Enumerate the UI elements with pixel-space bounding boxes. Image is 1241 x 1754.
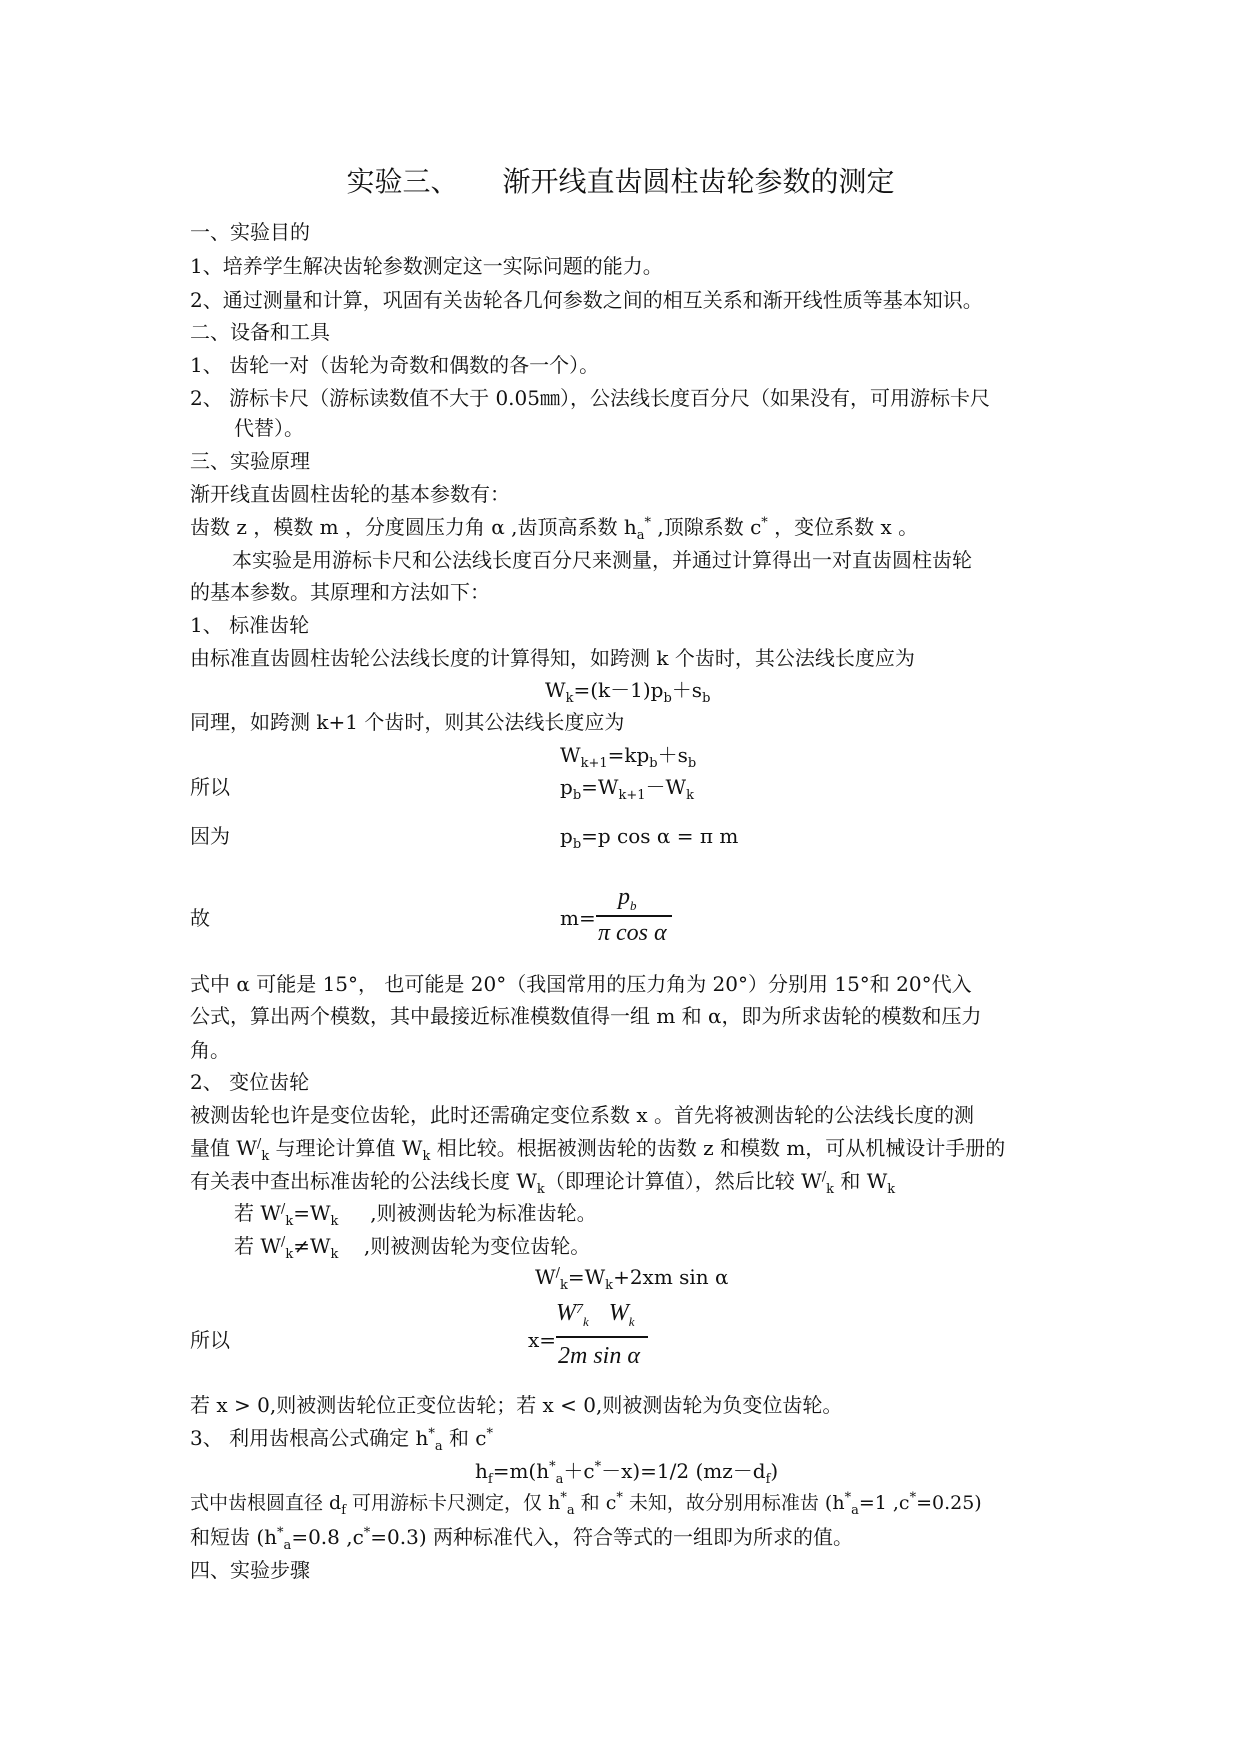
root1-b-sub: a bbox=[566, 1502, 575, 1518]
fraction-x-num-a-sup: 7 bbox=[576, 1302, 583, 1317]
equation-hf bbox=[475, 1459, 779, 1487]
if1-a-sup: / bbox=[280, 1201, 286, 1217]
eq8-c-sup: * bbox=[594, 1459, 602, 1475]
label-so-2: 所以 bbox=[190, 1328, 230, 1352]
if1-b-sub: k bbox=[330, 1214, 339, 1229]
label-because: 因为 bbox=[190, 824, 230, 848]
shift2-b-sub: k bbox=[422, 1149, 431, 1164]
root2-b: =0.8 ,c bbox=[291, 1525, 364, 1549]
equation-x-lhs: x= bbox=[528, 1328, 557, 1352]
if1-c: ,则被测齿轮为标准齿轮。 bbox=[338, 1201, 597, 1225]
root1-e: =1 ,c bbox=[858, 1492, 910, 1514]
eq1-b: =(k－1)p bbox=[573, 678, 664, 702]
root-head-a-sup: * bbox=[428, 1426, 435, 1442]
title-part-2: 渐开线直齿圆柱齿轮参数的测定 bbox=[502, 165, 895, 198]
eq2-a-sub: k+1 bbox=[580, 756, 608, 771]
shift-sign-note: 若 x > 0,则被测齿轮位正变位齿轮；若 x < 0,则被测齿轮为负变位齿轮。 bbox=[190, 1393, 843, 1417]
shift3-b-sup: / bbox=[821, 1169, 827, 1185]
shift2-a: 量值 W bbox=[190, 1136, 257, 1160]
equation-m-lhs: m= bbox=[560, 906, 596, 930]
label-therefore: 故 bbox=[190, 906, 210, 930]
eq8-d-sub: f bbox=[765, 1472, 771, 1487]
eq4-a: p bbox=[560, 824, 573, 848]
eq8-e: ) bbox=[770, 1459, 779, 1483]
eq8-c: ＋c bbox=[563, 1459, 595, 1483]
eq8-a-sub: f bbox=[487, 1472, 493, 1487]
standard-gear-heading: 1、 标准齿轮 bbox=[190, 613, 310, 637]
params-text-c: ，变位系数 x 。 bbox=[767, 515, 919, 539]
fraction-m-bar bbox=[596, 915, 672, 917]
label-so-1: 所以 bbox=[190, 775, 230, 799]
eq6-a: W bbox=[535, 1265, 556, 1289]
eq8-d: －x)=1/2 (mz－d bbox=[601, 1459, 766, 1483]
equation-wk bbox=[545, 678, 711, 706]
equation-pb-cos bbox=[560, 824, 739, 852]
eq6-b: =W bbox=[567, 1265, 606, 1289]
if2-b: ≠W bbox=[293, 1234, 331, 1258]
alpha-note-3: 角。 bbox=[190, 1038, 230, 1062]
fraction-x-num-b: W bbox=[608, 1300, 629, 1326]
eq3-b-sub: k+1 bbox=[618, 788, 646, 803]
eq3-b: =W bbox=[581, 775, 619, 799]
root2-a-sub: a bbox=[283, 1538, 292, 1553]
alpha-note-1: 式中 α 可能是 15°， 也可能是 20°（我国常用的压力角为 20°）分别用 15°和 20°代入 bbox=[190, 972, 972, 996]
fraction-x-num-a: W bbox=[556, 1300, 576, 1326]
shift2-a-sub: k bbox=[261, 1149, 270, 1164]
basic-params-list bbox=[190, 515, 919, 543]
root1-b-sup: * bbox=[560, 1490, 567, 1506]
root1-b: 可用游标卡尺测定，仅 h bbox=[346, 1492, 561, 1514]
shift3-a-sub: k bbox=[536, 1182, 545, 1197]
fraction-x-denominator: 2m sin α bbox=[558, 1343, 640, 1369]
root-head-b-sup: * bbox=[486, 1426, 494, 1442]
shift-gear-text-3 bbox=[190, 1169, 896, 1197]
fraction-x-num-b-sub: k bbox=[628, 1313, 635, 1329]
fraction-m-num-text: p bbox=[618, 884, 630, 910]
root1-a-sub: f bbox=[341, 1502, 347, 1518]
eq6-c: +2xm sin α bbox=[613, 1265, 729, 1289]
eq6-a-sub: k bbox=[559, 1278, 568, 1293]
fraction-m-denominator: π cos α bbox=[598, 920, 667, 946]
fraction-m bbox=[596, 884, 672, 944]
eq1-c: ＋s bbox=[671, 678, 703, 702]
params-sub: a bbox=[636, 528, 645, 543]
if2-a-sup: / bbox=[280, 1234, 286, 1250]
page-title bbox=[0, 165, 1241, 198]
root-height-heading bbox=[190, 1426, 494, 1454]
equipment-item-2-cont: 代替）。 bbox=[234, 416, 304, 440]
eq2-b: =kp bbox=[607, 743, 650, 767]
shift-gear-text-2 bbox=[190, 1136, 1006, 1164]
root1-f: =0.25) bbox=[916, 1492, 982, 1514]
eq8-b-sub: a bbox=[555, 1472, 564, 1487]
eq2-c-sub: b bbox=[687, 756, 697, 771]
section-heading-3: 三、实验原理 bbox=[190, 449, 310, 473]
alpha-note-2: 公式，算出两个模数，其中最接近标准模数值得一组 m 和 α，即为所求齿轮的模数和压力 bbox=[190, 1004, 982, 1028]
fraction-m-numerator bbox=[618, 884, 637, 911]
section-heading-4: 四、实验步骤 bbox=[190, 1558, 310, 1582]
root1-d-sup: * bbox=[844, 1490, 852, 1506]
equipment-item-2: 2、 游标卡尺（游标读数值不大于 0.05㎜），公法线长度百分尺（如果没有，可用游标卡尺 bbox=[190, 386, 990, 410]
shift2-a-sup: / bbox=[256, 1136, 262, 1152]
if1-a-sub: k bbox=[285, 1214, 294, 1229]
if2-a-sub: k bbox=[285, 1247, 294, 1262]
shift-gear-text-1: 被测齿轮也许是变位齿轮，此时还需确定变位系数 x 。首先将被测齿轮的公法线长度的测 bbox=[190, 1103, 974, 1127]
section-heading-2: 二、设备和工具 bbox=[190, 320, 330, 344]
shift3-c: 和 W bbox=[834, 1169, 888, 1193]
shift3-b-sub: k bbox=[826, 1182, 835, 1197]
if2-b-sub: k bbox=[330, 1247, 339, 1262]
eq2-c: ＋s bbox=[657, 743, 688, 767]
eq3-a-sub: b bbox=[572, 788, 582, 803]
standard-gear-text-2: 同理，如跨测 k+1 个齿时，则其公法线长度应为 bbox=[190, 710, 625, 734]
root2-c: =0.3) 两种标准代入，符合等式的一组即为所求的值。 bbox=[370, 1525, 854, 1549]
shift-gear-heading: 2、 变位齿轮 bbox=[190, 1070, 310, 1094]
root-head-a: 3、 利用齿根高公式确定 h bbox=[190, 1426, 429, 1450]
eq3-a: p bbox=[560, 775, 573, 799]
eq3-c-sub: k bbox=[686, 788, 694, 803]
root-height-text-1 bbox=[190, 1490, 982, 1518]
fraction-x bbox=[556, 1298, 648, 1376]
root2-a-sup: * bbox=[277, 1525, 284, 1541]
root1-d-sub: a bbox=[851, 1502, 859, 1518]
shift2-b: 与理论计算值 W bbox=[269, 1136, 423, 1160]
root1-e-sup: * bbox=[909, 1490, 917, 1506]
params-sup-c: * bbox=[761, 515, 768, 531]
eq2-b-sub: b bbox=[649, 756, 658, 771]
title-part-1: 实验三、 bbox=[346, 165, 459, 198]
eq1-b-sub: b bbox=[663, 691, 672, 706]
if2-c: ,则被测齿轮为变位齿轮。 bbox=[338, 1234, 591, 1258]
basic-params-intro: 渐开线直齿圆柱齿轮的基本参数有： bbox=[190, 482, 510, 506]
condition-standard bbox=[234, 1201, 597, 1229]
purpose-item-2: 2、通过测量和计算，巩固有关齿轮各几何参数之间的相互关系和渐开线性质等基本知识。 bbox=[190, 288, 983, 312]
eq8-b: =m(h bbox=[492, 1459, 550, 1483]
root-head-a-sub: a bbox=[434, 1439, 443, 1454]
method-intro-1: 本实验是用游标卡尺和公法线长度百分尺来测量，并通过计算得出一对直齿圆柱齿轮 bbox=[232, 548, 972, 572]
root1-c-sup: * bbox=[616, 1490, 623, 1506]
eq4-a-sub: b bbox=[572, 837, 582, 852]
if1-b: =W bbox=[293, 1201, 331, 1225]
eq2-a: W bbox=[560, 743, 581, 767]
purpose-item-1: 1、培养学生解决齿轮参数测定这一实际问题的能力。 bbox=[190, 254, 663, 278]
shift3-a: 有关表中查出标准齿轮的公法线长度 W bbox=[190, 1169, 537, 1193]
root1-d: 未知，故分别用标准齿 (h bbox=[622, 1492, 845, 1514]
eq6-b-sub: k bbox=[605, 1278, 614, 1293]
eq4-b: =p cos α = π m bbox=[581, 824, 739, 848]
eq1-a: W bbox=[545, 678, 566, 702]
equipment-item-1: 1、 齿轮一对（齿轮为奇数和偶数的各一个）。 bbox=[190, 353, 600, 377]
section-heading-1: 一、实验目的 bbox=[190, 220, 310, 244]
root1-c: 和 c bbox=[574, 1492, 617, 1514]
fraction-m-num-sub: b bbox=[630, 897, 637, 913]
eq8-a: h bbox=[475, 1459, 488, 1483]
equation-wk-shift bbox=[535, 1265, 729, 1293]
params-text-b: ,顶隙系数 c bbox=[651, 515, 762, 539]
eq6-a-sup: / bbox=[555, 1265, 560, 1281]
eq3-c: －W bbox=[645, 775, 687, 799]
fraction-x-numerator bbox=[556, 1300, 648, 1327]
equation-wk1 bbox=[560, 743, 697, 771]
shift2-c: 相比较。根据被测齿轮的齿数 z 和模数 m，可从机械设计手册的 bbox=[430, 1136, 1006, 1160]
eq8-b-sup: * bbox=[549, 1459, 556, 1475]
equation-pb bbox=[560, 775, 694, 803]
params-sup: * bbox=[644, 515, 652, 531]
if2-a: 若 W bbox=[234, 1234, 281, 1258]
shift3-b: （即理论计算值），然后比较 W bbox=[544, 1169, 822, 1193]
method-intro-2: 的基本参数。其原理和方法如下： bbox=[190, 580, 490, 604]
root-height-text-2 bbox=[190, 1525, 854, 1553]
root2-b-sup: * bbox=[363, 1525, 371, 1541]
eq1-c-sub: b bbox=[702, 691, 711, 706]
params-text-a: 齿数 z ，模数 m ，分度圆压力角 α ,齿顶高系数 h bbox=[190, 515, 637, 539]
condition-shifted bbox=[234, 1234, 591, 1262]
root-head-b: 和 c bbox=[442, 1426, 487, 1450]
standard-gear-text-1: 由标准直齿圆柱齿轮公法线长度的计算得知，如跨测 k 个齿时，其公法线长度应为 bbox=[190, 646, 915, 670]
shift3-c-sub: k bbox=[887, 1182, 896, 1197]
if1-a: 若 W bbox=[234, 1201, 281, 1225]
root1-a: 式中齿根圆直径 d bbox=[190, 1492, 342, 1514]
root2-a: 和短齿 (h bbox=[190, 1525, 278, 1549]
fraction-x-bar bbox=[556, 1336, 648, 1338]
fraction-x-num-a-sub: k bbox=[583, 1313, 589, 1329]
eq1-a-sub: k bbox=[565, 691, 574, 706]
